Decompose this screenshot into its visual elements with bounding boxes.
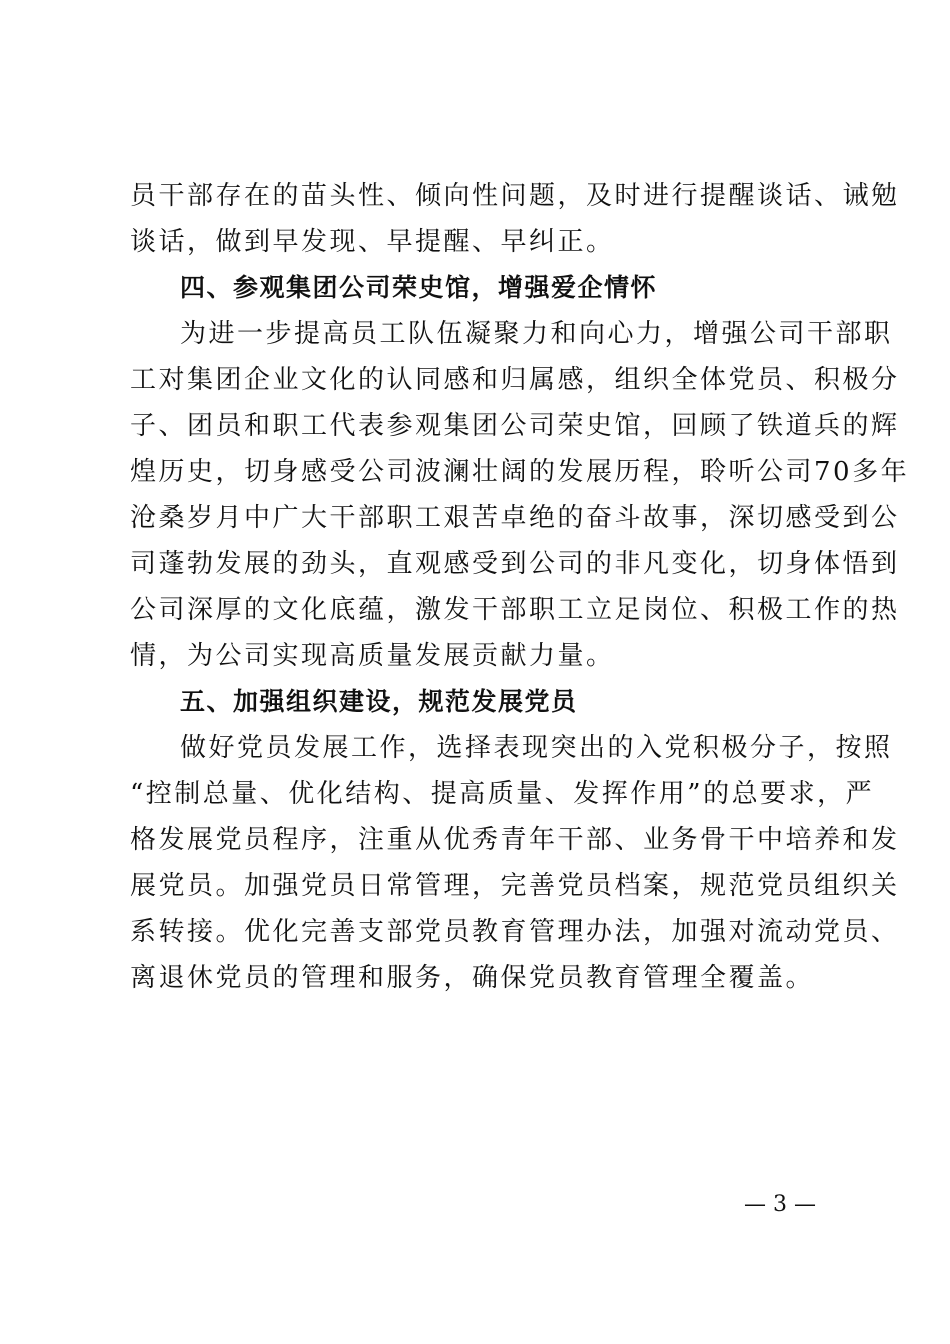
paragraph-line: 工对集团企业文化的认同感和归属感，组织全体党员、积极分 <box>130 365 900 395</box>
paragraph-line: 离退休党员的管理和服务，确保党员教育管理全覆盖。 <box>130 963 815 993</box>
paragraph-line: 情，为公司实现高质量发展贡献力量。 <box>130 641 615 671</box>
paragraph-line: 为进一步提高员工队伍凝聚力和向心力，增强公司干部职 <box>180 319 893 349</box>
paragraph-line: 做好党员发展工作，选择表现突出的入党积极分子，按照 <box>180 733 893 763</box>
paragraph-line: “控制总量、优化结构、提高质量、发挥作用”的总要求，严 <box>130 779 875 809</box>
paragraph-line: 煌历史，切身感受公司波澜壮阔的发展历程，聆听公司70多年 <box>130 457 910 487</box>
page-number: — 3 — <box>744 1192 816 1217</box>
paragraph-line: 谈话，做到早发现、早提醒、早纠正。 <box>130 227 615 257</box>
paragraph-line: 格发展党员程序，注重从优秀青年干部、业务骨干中培养和发 <box>130 825 900 855</box>
paragraph-line: 子、团员和职工代表参观集团公司荣史馆，回顾了铁道兵的辉 <box>130 411 900 441</box>
paragraph-line: 展党员。加强党员日常管理，完善党员档案，规范党员组织关 <box>130 871 900 901</box>
paragraph-line: 系转接。优化完善支部党员教育管理办法，加强对流动党员、 <box>130 917 900 947</box>
section-heading-four: 四、参观集团公司荣史馆，增强爱企情怀 <box>180 273 658 302</box>
paragraph-line: 员干部存在的苗头性、倾向性问题，及时进行提醒谈话、诫勉 <box>130 181 900 211</box>
paragraph-line: 司蓬勃发展的劲头，直观感受到公司的非凡变化，切身体悟到 <box>130 549 900 579</box>
section-heading-five: 五、加强组织建设，规范发展党员 <box>180 687 578 716</box>
paragraph-line: 沧桑岁月中广大干部职工艰苦卓绝的奋斗故事，深切感受到公 <box>130 503 900 533</box>
paragraph-line: 公司深厚的文化底蕴，激发干部职工立足岗位、积极工作的热 <box>130 595 900 625</box>
